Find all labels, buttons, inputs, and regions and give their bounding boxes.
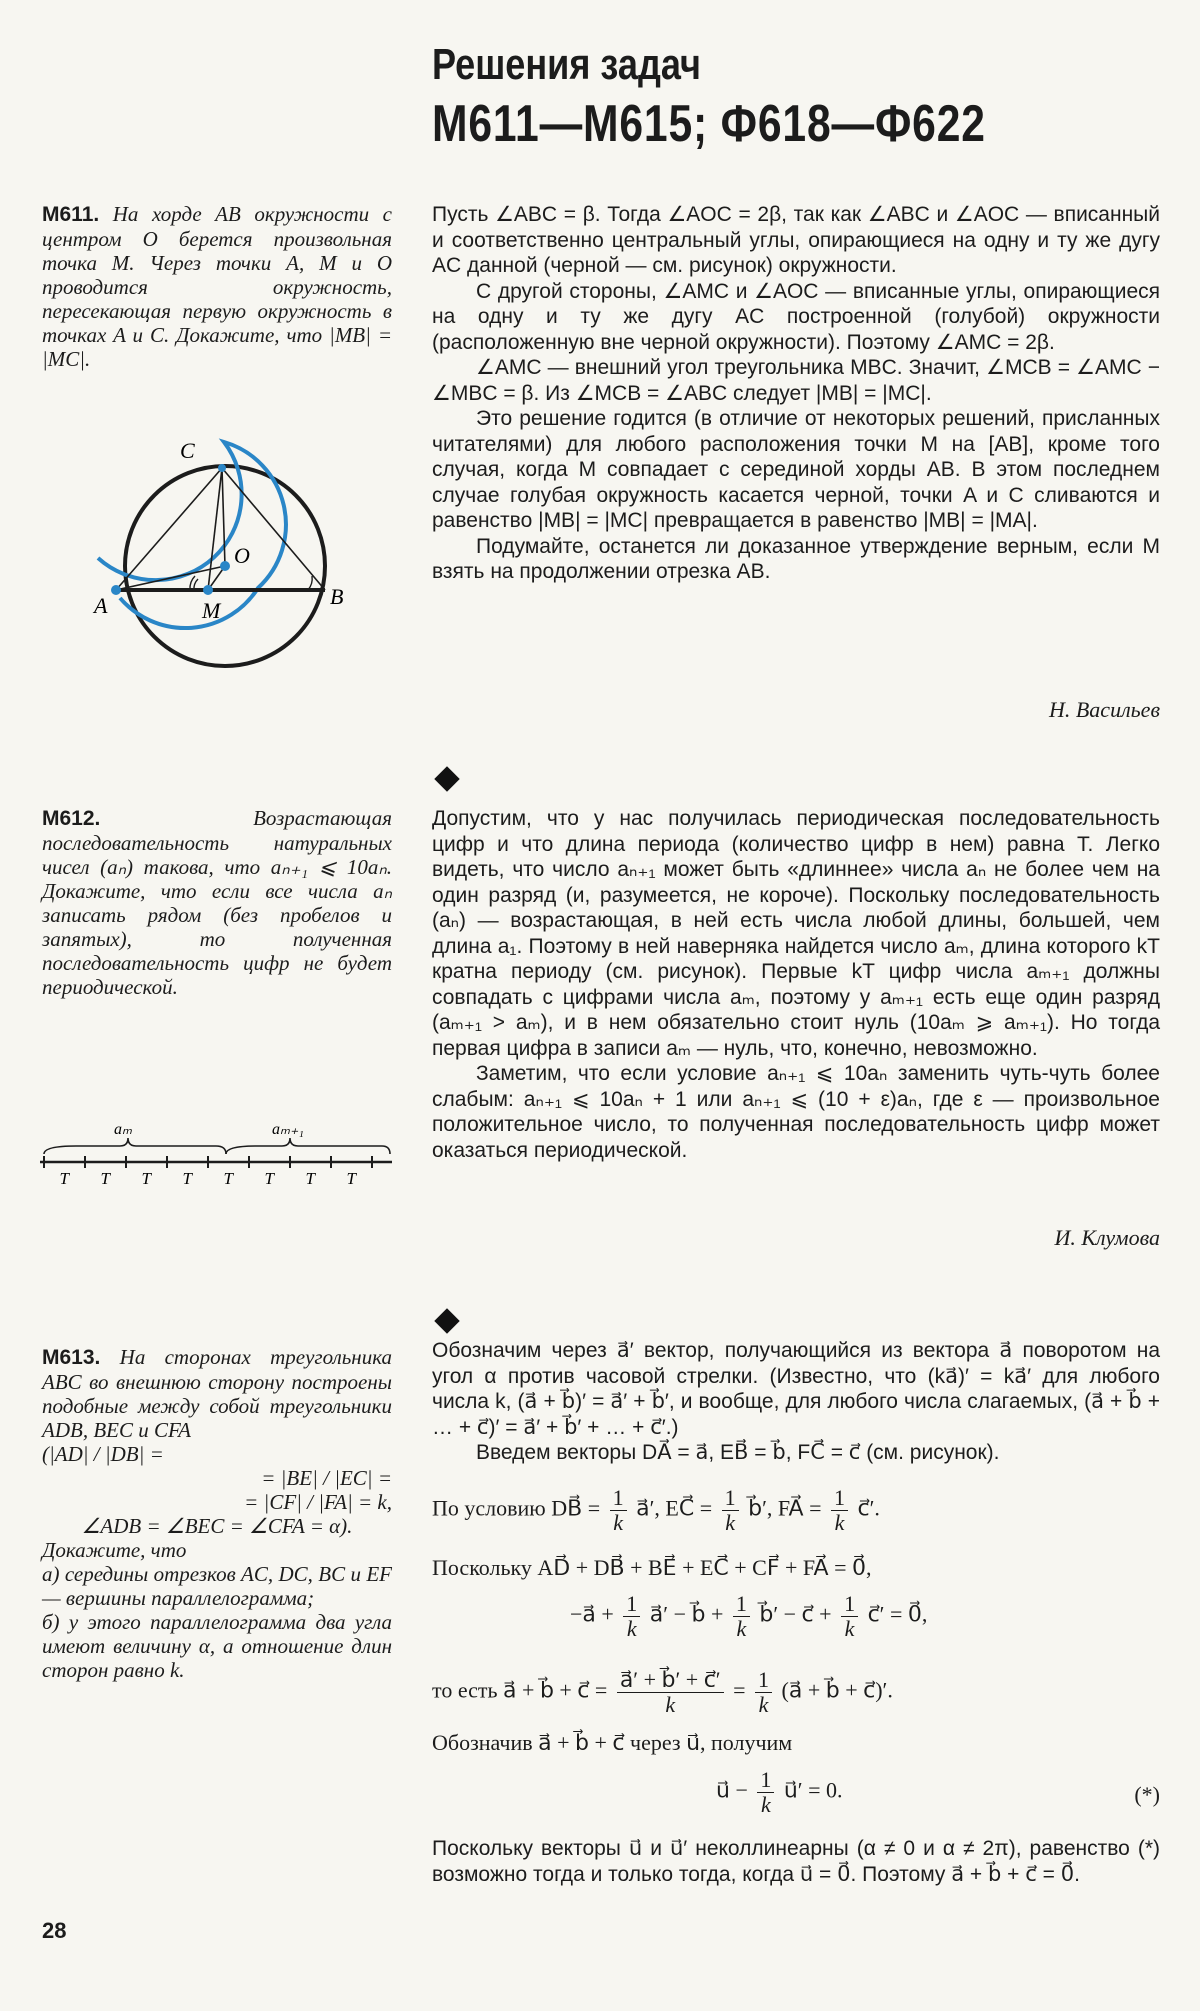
label-a: A <box>94 593 108 618</box>
point-c <box>218 464 226 472</box>
fraction: $\frac{1}{k}$ <box>841 1592 858 1641</box>
brace-am1 <box>226 1138 390 1154</box>
m613-line2: (|AD| / |DB| = <box>42 1442 164 1466</box>
section-separator-diamond-2 <box>434 1308 459 1333</box>
m613-solution-p7: Поскольку векторы u⃗ и u⃗′ неколлинеарны (α ≠ 0 и α ≠ 2π), равенство (*) возможно тогда и только тогда, когда u⃗ = 0⃗. Поэтому a⃗ + b⃗ + c⃗ = 0⃗. <box>432 1837 1160 1886</box>
m613-statement <box>42 1345 392 1682</box>
m612-id: М612. <box>42 807 101 830</box>
fraction: $\frac{1}{k}$ <box>755 1668 772 1717</box>
m612-statement <box>42 806 392 999</box>
page-title-line2: М611—М615; Ф618—Ф622 <box>432 95 986 153</box>
page-number: 28 <box>42 1918 67 1943</box>
m611-solution <box>432 202 1160 585</box>
fraction: $\frac{1}{k}$ <box>610 1486 627 1535</box>
period-label: T <box>182 1169 192 1188</box>
m611-statement <box>42 202 392 371</box>
label-c: C <box>180 438 195 463</box>
equation-mark-star: (*) <box>1134 1782 1160 1807</box>
page-title-line1: Решения задач <box>432 40 701 89</box>
m612-figure <box>36 1120 396 1190</box>
fraction: $\frac{a⃗' + b⃗' + c⃗'}{k}$ <box>617 1668 724 1717</box>
m613-sum-line: Поскольку AD⃗ + DB⃗ + BE⃗ + EC⃗ + CF⃗ + FA⃗ = 0⃗, <box>432 1555 872 1580</box>
period-label: T <box>141 1169 151 1188</box>
period-label: T <box>223 1169 233 1188</box>
fraction: $\frac{1}{k}$ <box>733 1592 750 1641</box>
m613-equation-2: то есть a⃗ + b⃗ + c⃗ = $\frac{a⃗' + b⃗' + c⃗'}{k}$ = $\frac{1}{k}$ (a⃗ + b⃗ + c⃗)′. <box>432 1667 893 1717</box>
point-o <box>220 561 230 571</box>
m613-equation-star: u⃗ − $\frac{1}{k}$ u⃗′ = 0. <box>716 1767 843 1817</box>
m612-author: И. Клумова <box>1054 1225 1160 1250</box>
page-title <box>432 38 986 156</box>
label-m: M <box>202 598 221 623</box>
m611-statement-text: На хорде AB окружности с центром O берется произвольная точка M. Через точки A, M и O проводится окружность, пересекающая первую окружность в точках A и C. Докажите, что |MB| = |MC|. <box>42 202 392 371</box>
m613-line6: Докажите, что <box>42 1538 187 1562</box>
m612-statement-text: Возрастающая последовательность натуральных чисел (aₙ) такова, что aₙ₊₁ ⩽ 10aₙ. Докажите, что если все числа aₙ записать рядом (без пробелов и запятых), то полученная последовательность цифр не будет периодической. <box>42 806 392 999</box>
label-o: O <box>234 543 250 568</box>
m613-line7: а) середины отрезков AC, DC, BC и EF — вершины параллелограмма; <box>42 1562 392 1610</box>
m611-author: Н. Васильев <box>1048 697 1160 722</box>
m612-solution-p2: Заметим, что если условие aₙ₊₁ ⩽ 10aₙ заменить чуть-чуть более слабым: aₙ₊₁ ⩽ 10aₙ + 1 или aₙ₊₁ ⩽ (10 + ε)aₙ, где ε — произвольное положительное число, то полученная последовательность цифр может оказаться периодической. <box>432 1062 1160 1162</box>
fraction: $\frac{1}{k}$ <box>757 1768 774 1817</box>
m613-equation-1: −a⃗ + $\frac{1}{k}$ a⃗′ − b⃗ + $\frac{1}{k}$ b⃗′ − c⃗ + $\frac{1}{k}$ c⃗′ = 0⃗, <box>570 1591 928 1641</box>
segment-cm <box>208 468 222 590</box>
m613-line5: ∠ADB = ∠BEC = ∠CFA = α). <box>81 1514 353 1538</box>
brace-am <box>44 1138 226 1154</box>
point-m <box>203 585 213 595</box>
m612-solution-p1: Допустим, что у нас получилась периодическая последовательность цифр и что длина периода (количество цифр в нем) равна T. Легко видеть, что число aₙ₊₁ может быть «длиннее» числа aₙ не более чем на один разряд (и, разумеется, не короче). Поскольку последовательность (aₙ) — возрастающая, в ней есть числа любой длины, большей, чем длина a₁. Поэтому в ней наверняка найдется число aₘ, длина которого kT кратна периоду (см. рисунок). Первые kT цифр числа aₘ₊₁ должны совпадать с цифрами числа aₘ, поэтому у aₘ₊₁ есть еще один разряд (aₘ₊₁ > aₘ), и в нем обязательно стоит нуль (10aₘ ⩾ aₘ₊₁). Но тогда первая цифра в записи aₘ — нуль, что, конечно, невозможно. <box>432 807 1160 1060</box>
m613-line4: = |CF| / |FA| = k, <box>244 1490 392 1514</box>
section-separator-diamond <box>434 766 459 791</box>
m613-solution <box>432 1338 1160 1466</box>
fraction: $\frac{1}{k}$ <box>623 1592 640 1641</box>
period-label: T <box>305 1169 315 1188</box>
m613-line8: б) у этого параллелограмма два угла имеют величину α, а отношение длин сторон равно k. <box>42 1610 392 1682</box>
m613-line3: = |BE| / |EC| = <box>261 1466 392 1490</box>
m611-solution-p4: Это решение годится (в отличие от некоторых решений, присланных читателями) для любого расположения точки M на [AB], кроме того случая, когда M совпадает с серединой хорды AB. В этом последнем случае голубая окружность касается черной, точки A и C сливаются и равенство |MB| = |MC| превращается в равенство |MB| = |MA|. <box>432 407 1160 532</box>
label-b: B <box>330 584 344 609</box>
m613-line1: М613. На сторонах треугольника ABC во внешнюю сторону построены подобные между собой треугольники ADB, BEC и CFA <box>42 1345 392 1442</box>
m613-solution-end <box>432 1836 1160 1887</box>
m613-id: М613. <box>42 1346 101 1369</box>
m613-solution-p2: Введем векторы DA⃗ = a⃗, EB⃗ = b⃗, FC⃗ = c⃗ (см. рисунок). <box>476 1441 1000 1464</box>
period-label: T <box>264 1169 274 1188</box>
m611-solution-p3: ∠AMC — внешний угол треугольника MBC. Значит, ∠MCB = ∠AMC − ∠MBC = β. Из ∠MCB = ∠ABC следует |MB| = |MC|. <box>432 356 1160 405</box>
label-am: aₘ <box>114 1121 132 1138</box>
m613-notation-line: Обозначив a⃗ + b⃗ + c⃗ через u⃗, получим <box>432 1730 793 1755</box>
label-am1: aₘ₊₁ <box>272 1121 304 1138</box>
angle-mark-b <box>308 576 312 590</box>
m611-id: М611. <box>42 203 100 226</box>
point-a <box>111 585 121 595</box>
fraction: $\frac{1}{k}$ <box>722 1486 739 1535</box>
period-label: T <box>100 1169 110 1188</box>
period-label: T <box>59 1169 69 1188</box>
m611-solution-p5: Подумайте, останется ли доказанное утверждение верным, если M взять на продолжении отрезка AB. <box>432 534 1160 583</box>
m613-solution-p1: Обозначим через a⃗′ вектор, получающийся из вектора a⃗ поворотом на угол α против часовой стрелки. (Известно, что (ka⃗)′ = ka⃗′ для любого числа k, (a⃗ + b⃗)′ = a⃗′ + b⃗′, и вообще, для любого числа слагаемых, (a⃗ + b⃗ + … + c⃗)′ = a⃗′ + b⃗′ + … + c⃗′.) <box>432 1339 1160 1439</box>
m611-figure <box>80 428 370 688</box>
fraction: $\frac{1}{k}$ <box>831 1486 848 1535</box>
m612-solution <box>432 806 1160 1163</box>
m611-solution-p2: С другой стороны, ∠AMC и ∠AOC — вписанные углы, опирающиеся на одну и ту же дугу AC построенной (голубой) окружности (расположенную вне черной окружности). Поэтому ∠AMC = 2β. <box>432 279 1160 354</box>
period-label: T <box>346 1169 356 1188</box>
m613-condition-line: По условию DB⃗ = $\frac{1}{k}$ a⃗′, EC⃗ = $\frac{1}{k}$ b⃗′, FA⃗ = $\frac{1}{k}$ c⃗′. <box>432 1485 880 1535</box>
m611-solution-p1: Пусть ∠ABC = β. Тогда ∠AOC = 2β, так как ∠ABC и ∠AOC — вписанный и соответственно центральный углы, опирающиеся на одну и ту же дугу AC данной (черной — см. рисунок) окружности. <box>432 203 1160 277</box>
